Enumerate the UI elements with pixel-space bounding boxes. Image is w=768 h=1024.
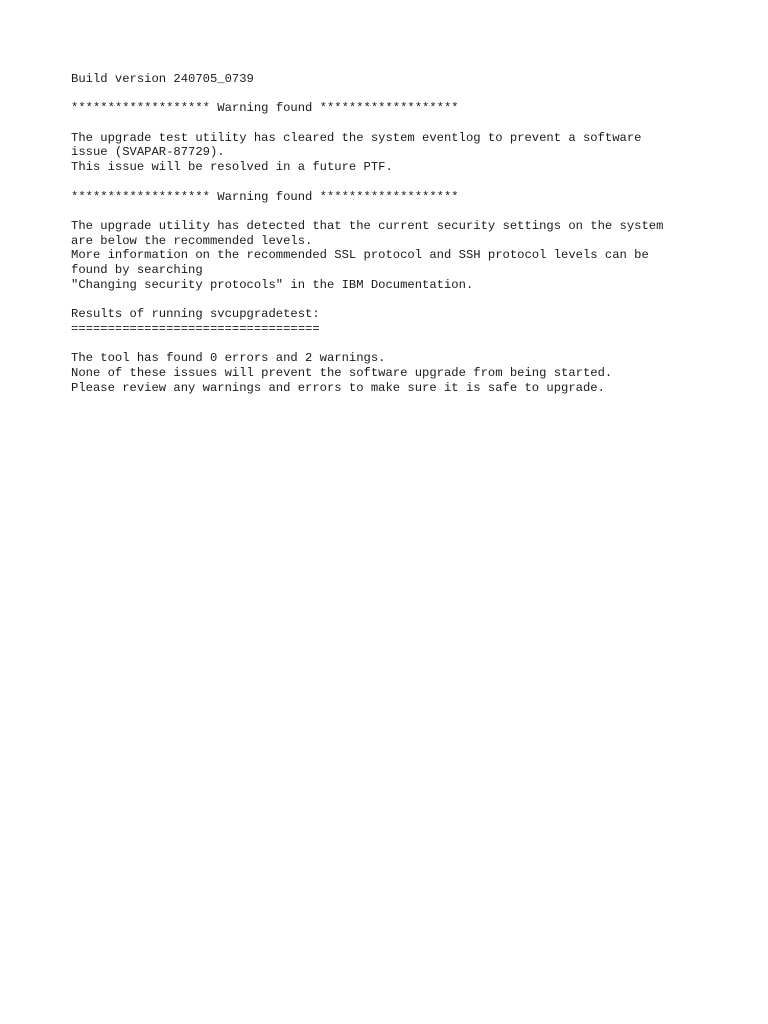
warning-header: ******************* Warning found ******************* — [71, 189, 459, 204]
results-text: The tool has found 0 errors and 2 warnings. — [71, 351, 386, 366]
spacer — [71, 337, 731, 352]
warning-text: issue (SVAPAR-87729). — [71, 145, 225, 160]
warning-text: found by searching — [71, 263, 203, 278]
warning-header: ******************* Warning found ******************* — [71, 101, 459, 116]
spacer — [71, 116, 731, 131]
results-underline: ================================== — [71, 321, 320, 336]
spacer — [71, 175, 731, 190]
spacer — [71, 87, 731, 102]
results-text: Please review any warnings and errors to make sure it is safe to upgrade. — [71, 380, 605, 395]
warning-text: The upgrade test utility has cleared the system eventlog to prevent a software — [71, 130, 642, 145]
warning-text: are below the recommended levels. — [71, 233, 313, 248]
warning-text: The upgrade utility has detected that the current security settings on the system — [71, 218, 664, 233]
warning-text: More information on the recommended SSL protocol and SSH protocol levels can be — [71, 248, 649, 263]
spacer — [71, 204, 731, 219]
results-text: None of these issues will prevent the software upgrade from being started. — [71, 365, 613, 380]
results-title: Results of running svcupgradetest: — [71, 307, 320, 322]
upgrade-test-output — [71, 72, 731, 395]
spacer — [71, 292, 731, 307]
build-version: Build version 240705_0739 — [71, 72, 254, 86]
warning-text: "Changing security protocols" in the IBM Documentation. — [71, 277, 474, 292]
warning-text: This issue will be resolved in a future PTF. — [71, 160, 393, 175]
